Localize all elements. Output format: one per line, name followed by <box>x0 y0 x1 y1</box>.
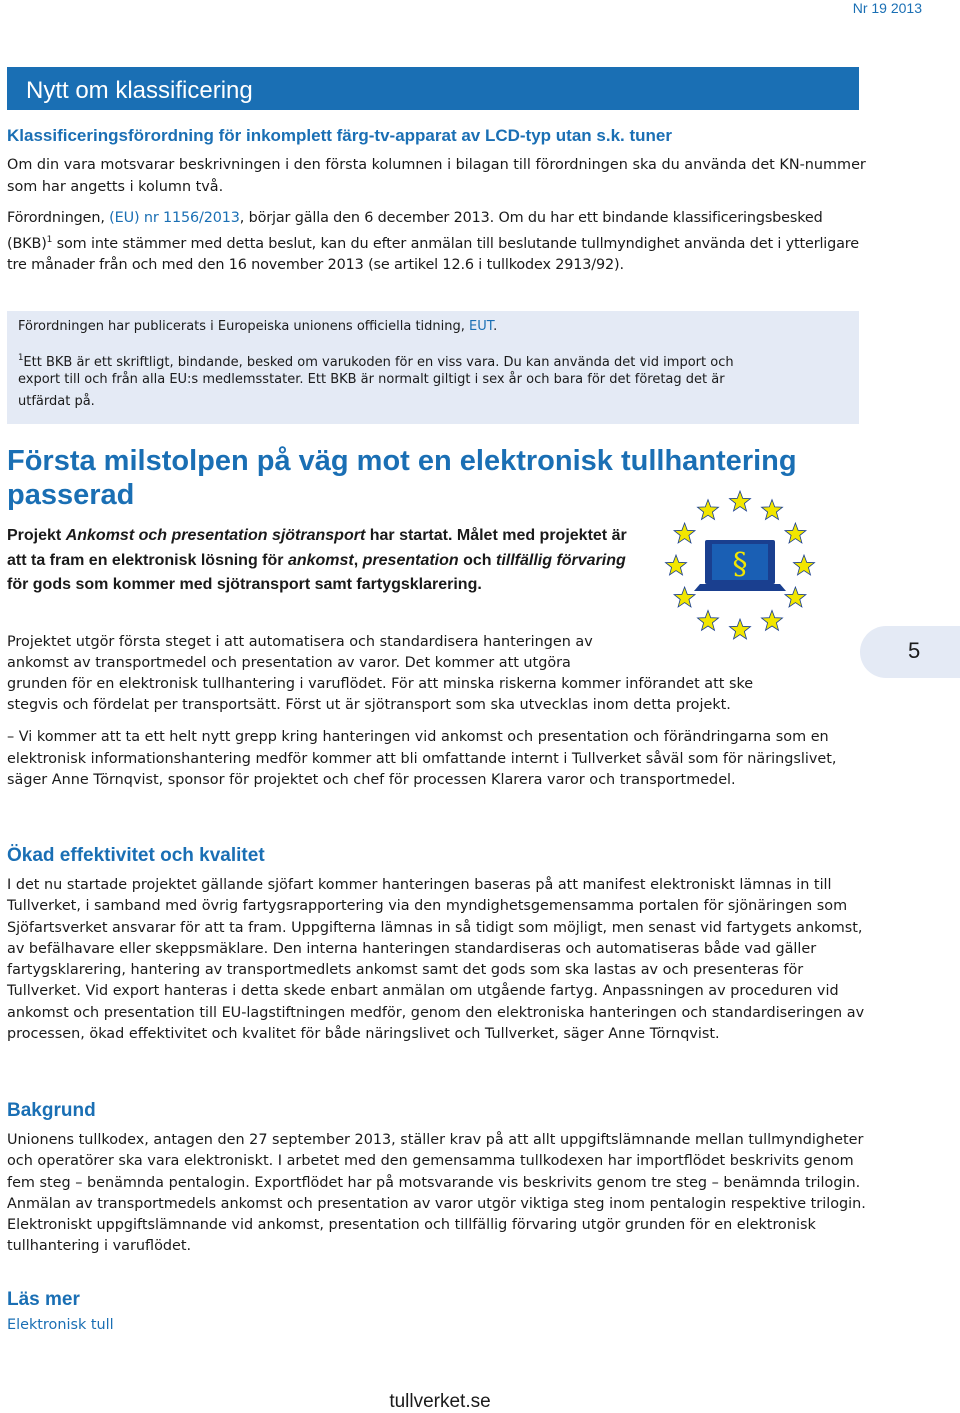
p1-line: Projektet utgör första steget i att automatisera och standardisera hanteringen av <box>7 634 593 650</box>
info-line-3: export till och från alla EU:s medlemsstater. Ett BKB är normalt giltigt i sex år och bara för det företag det är <box>18 372 725 387</box>
p1-line: stegvis och fördelat per transportsätt. Först ut är sjötransport som ska utvecklas inom detta projekt. <box>7 697 731 713</box>
lead-italic: tillfällig förvaring <box>496 551 626 569</box>
article-paragraph-2: – Vi kommer att ta ett helt nytt grepp kring hanteringen vid ankomst och presentation och förändringarna som en elektronisk informationshantering medför kommer att bli omfattande internt i Tullverket såväl som för näringslivet, säger Anne Törnqvist, sponsor för projektet och chef för processen Klarera varor och transportmedel. <box>7 729 837 788</box>
article-lead <box>7 524 627 598</box>
star-icon <box>785 523 806 543</box>
elektronisk-tull-link[interactable]: Elektronisk tull <box>7 1317 114 1333</box>
article-paragraph-4: Unionens tullkodex, antagen den 27 september 2013, ställer krav på att allt uppgiftslämnande mellan tullmyndigheter och operatörer ska vara elektroniskt. I arbetet med den gemensamma tullkodexen har importflödet beskrivits genom fem steg – benämnda pentalogin. Exportflödet har på motsvarande vis beskrivits genom tre steg – benämnda trilogin. Anmälan av transportmedels ankomst och presentation av varor utgör viktiga steg inom pentalogin respektive trilogin. Elektroniskt uppgiftslämnande vid ankomst, presentation och tillfällig förvaring utgör grunden för en elektronisk tullhantering i varuflödet. <box>7 1132 866 1255</box>
paragraph-symbol: § <box>732 547 748 582</box>
heading-effektivitet: Ökad effektivitet och kvalitet <box>7 845 265 866</box>
article-title: Första milstolpen på väg mot en elektronisk tullhantering passerad <box>7 445 797 511</box>
lead-italic: presentation <box>362 551 459 569</box>
info-box <box>7 311 859 424</box>
footer-site[interactable]: tullverket.se <box>389 1391 491 1412</box>
lead-part: och <box>458 551 496 569</box>
info-line-1-text: Förordningen har publicerats i Europeiska unionens officiella tidning, <box>18 319 470 334</box>
laptop-base <box>694 584 786 591</box>
article-paragraph-1 <box>7 632 867 716</box>
p2-rest: , börjar gälla den 6 december 2013. Om du har ett bindande klassificeringsbesked (BKB) <box>7 210 823 252</box>
star-icon <box>762 500 783 520</box>
lead-part: Projekt <box>7 527 66 544</box>
heading-las-mer: Läs mer <box>7 1289 80 1310</box>
star-icon <box>674 587 695 607</box>
info-line-4: utfärdat på. <box>18 394 95 409</box>
star-icon <box>674 523 695 543</box>
star-icon <box>698 500 719 520</box>
star-icon <box>785 587 806 607</box>
lead-part: har startat. Målet med projektet är att ta fram en elektronisk lösning för <box>7 527 627 569</box>
lead-part: för gods som kommer med sjötransport samt fartygsklarering. <box>7 576 482 593</box>
star-icon <box>730 491 751 511</box>
footnote-mark: 1 <box>46 234 53 245</box>
lead-italic: ankomst <box>287 551 354 569</box>
page-number-badge <box>860 626 960 678</box>
banner-title: Nytt om klassificering <box>26 77 253 104</box>
star-icon <box>698 610 719 630</box>
heading-bakgrund: Bakgrund <box>7 1100 96 1121</box>
p1-line: grunden för en elektronisk tullhantering i varuflödet. För att minska riskerna kommer införandet att ske <box>7 676 754 692</box>
page-number: 5 <box>908 638 921 663</box>
section-banner <box>7 67 859 110</box>
lead-part: , <box>353 551 363 569</box>
article-paragraph-3: I det nu startade projektet gällande sjöfart kommer hanteringen baseras på att manifest elektroniskt lämnas in till Tullverket, i samband med övrig fartygsrapportering via den myndighetsgemensamma portalen för sjönäringen som Sjöfartsverket ansvarar för att ta fram. Uppgifterna lämnas in så tidigt som möjligt, men senast vid fartygets ankomst, av befälhavare eller skeppsmäklare. Den interna hanteringen standardiseras och automatiseras både vad gäller fartygsklarering, hantering av transportmedlets ankomst samt det gods som ska lastas av och presenteras för Tullverket. Vid export hanteras i detta skede enbart anmälan om utgående fartyg. Anpassningen av proceduren vid ankomst och presentation till EU-lagstiftningen medför, genom den elektroniska hanteringen och standardiseringen av processen, ökad effektivitet och kvalitet för både näringslivet och Tullverket, säger Anne Törnqvist. <box>7 877 865 1043</box>
p2-start: Förordningen, <box>7 210 110 226</box>
info-line-1 <box>18 316 497 338</box>
eu-stars-laptop-icon <box>660 488 820 648</box>
p2-end: som inte stämmer med detta beslut, kan du efter anmälan till beslutande tullmyndighet använda det i ytterligare tre månader från och med den 16 november 2013 (se artikel 12.6 i tullkodex 2913/92). <box>7 235 859 273</box>
info-footnote-mark: 1 <box>18 353 24 363</box>
star-icon <box>666 555 687 575</box>
issue-number: Nr 19 2013 <box>852 0 922 16</box>
info-line-1-end: . <box>493 319 498 334</box>
classification-paragraph-1: Om din vara motsvarar beskrivningen i den första kolumnen i bilagan till förordningen ska du använda det KN-nummer som har angetts i kolumn två. <box>7 157 866 195</box>
lead-italic: Ankomst och presentation sjötransport <box>65 527 366 544</box>
classification-paragraph-2 <box>7 208 867 276</box>
p1-line: ankomst av transportmedel och presentation av varor. Det kommer att utgöra <box>7 655 571 671</box>
star-icon <box>794 555 815 575</box>
star-icon <box>762 610 783 630</box>
info-line-2-text: Ett BKB är ett skriftligt, bindande, besked om varukoden för en viss vara. Du kan använda det vid import och <box>23 355 734 370</box>
regulation-link[interactable]: (EU) nr 1156/2013 <box>109 210 240 226</box>
classification-title: Klassificeringsförordning för inkomplett färg-tv-apparat av LCD-typ utan s.k. tuner <box>7 126 672 145</box>
eut-link[interactable]: EUT <box>469 319 494 334</box>
